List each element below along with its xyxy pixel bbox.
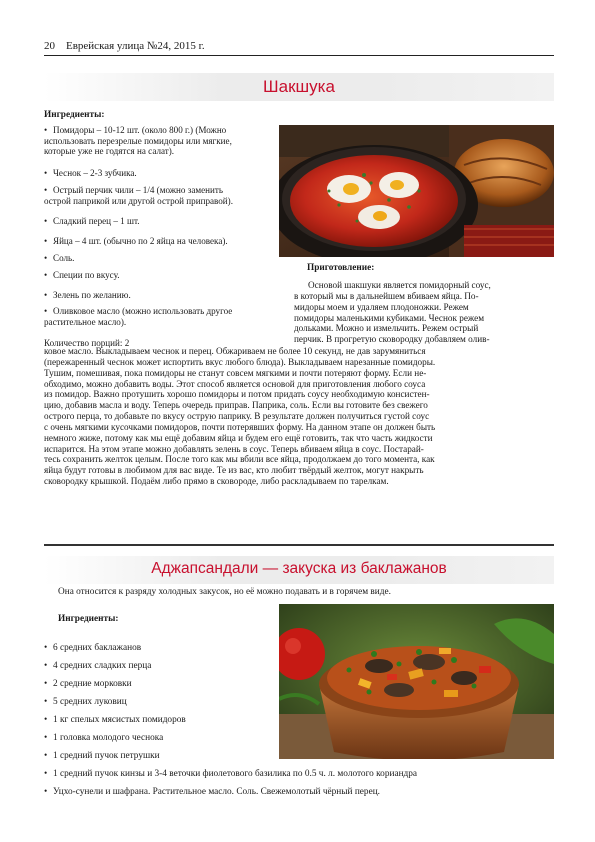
header-rule: [44, 55, 554, 56]
ingredient-text: 1 средний пучок кинзы и 3-4 веточки фиолетового базилика по 0.5 ч. л. молотого кориандра: [53, 769, 418, 779]
page-number: 20: [44, 40, 55, 52]
bullet: •: [44, 236, 48, 246]
servings-text: Количество порций: 2: [44, 338, 130, 348]
bullet: •: [44, 715, 48, 725]
text-line: острого перца, то добавьте по вкусу острую паприку. В результате должен получиться густой соус: [44, 411, 430, 422]
ingredient-text: 6 средних баклажанов: [53, 643, 142, 653]
text-line: яйца будут готовы в любимом для вас виде. Те из вас, кто любит твёрдый желток, могут накрыть: [44, 465, 424, 476]
ingredient-text: острой паприкой или другой острой приправой).: [44, 195, 233, 206]
text-line: испарится. На этом этапе можно добавлять зелень в соус. Теперь вбиваем яйца в соус. Постарай-: [44, 443, 424, 454]
bullet: •: [44, 125, 48, 135]
bullet: •: [44, 769, 48, 779]
text-line: тесь сохранить желток целым. После того как мы вбили все яйца, продолжаем до того момента, как: [44, 454, 435, 465]
preparation-label: Приготовление:: [307, 263, 375, 273]
text-line: обходимо, можно добавить воды. Этот способ является основой для приготовления любого соуса: [44, 378, 426, 389]
bullet: •: [44, 306, 48, 316]
text-line: дольками. Можно и измельчить. Режем острый: [294, 323, 479, 334]
bullet: •: [44, 751, 48, 761]
ingredient-text: Помидоры – 10-12 шт. (около 800 г.) (Можно: [53, 125, 227, 135]
recipe-intro: Она относится к разряду холодных закусок, но её можно подавать и в горячем виде.: [58, 587, 391, 597]
bullet: •: [44, 643, 48, 653]
ingredient-text: 2 средние морковки: [53, 679, 132, 689]
ingredient-item: [44, 290, 276, 301]
ingredient-text: 1 средний пучок петрушки: [53, 751, 160, 761]
title-band-shakshuka: [44, 73, 554, 101]
ingredient-text: Яйца – 4 шт. (обычно по 2 яйца на человека).: [53, 236, 228, 246]
ingredient-text: 1 кг спелых мясистых помидоров: [53, 715, 186, 725]
text-line: Тушим, помешивая, пока помидоры не станут совсем мягкими и почти потеряют форму. Если не-: [44, 367, 427, 378]
adzhapsandali-photo: [279, 604, 554, 759]
bullet: •: [44, 216, 48, 226]
magazine-issue: Еврейская улица №24, 2015 г.: [66, 40, 205, 52]
title-band-adzhapsandali: [44, 556, 554, 584]
text-line: помидоры маленькими кубиками. Чеснок режем: [294, 312, 485, 323]
text-line: немного жиже, потому как мы ещё добавим яйца и будем его ещё готовить, так что часть жидкости: [44, 432, 433, 443]
bullet: •: [44, 270, 48, 280]
ingredient-item: [44, 216, 276, 227]
ingredient-item: [44, 306, 276, 327]
bullet: •: [44, 168, 48, 178]
recipe-title-shakshuka: Шакшука: [263, 77, 335, 96]
ingredient-text: 5 средних луковиц: [53, 697, 127, 707]
text-line: сковородку крышкой. Подаём либо прямо в сковороде, либо раскладываем по тарелкам.: [44, 476, 389, 487]
bullet: •: [44, 679, 48, 689]
text-line: с очень мягкими кусочками помидоров, почти потерявших форму. На данном этапе он должен быть: [44, 421, 436, 432]
ingredients-label-shakshuka: Ингредиенты:: [44, 110, 105, 120]
page-header: [44, 40, 554, 56]
section-divider: [44, 544, 554, 546]
ingredient-item: [44, 270, 276, 281]
ingredient-text: 1 головка молодого чеснока: [53, 733, 164, 743]
ingredient-text: Соль.: [53, 253, 75, 263]
ingredient-text: 4 средних сладких перца: [53, 661, 152, 671]
ingredient-text: Острый перчик чили – 1/4 (можно заменить: [53, 185, 224, 195]
bullet: •: [44, 733, 48, 743]
text-line: перчик. В прогретую сковородку добавляем олив-: [294, 334, 490, 345]
bullet: •: [44, 661, 48, 671]
text-line: цию, добавив масла и воду. Теперь очередь приправ. Паприка, соль. Если вы готовите без свежего: [44, 400, 428, 411]
ingredient-item: [44, 253, 276, 264]
ingredient-item: [44, 769, 554, 780]
preparation-text-wide: [44, 346, 554, 487]
bullet: •: [44, 185, 48, 195]
ingredient-text: использовать перезрелые помидоры или мягкие,: [44, 135, 232, 146]
preparation-text-narrow: [294, 280, 554, 345]
ingredient-text: растительное масло).: [44, 316, 127, 327]
ingredient-item: [44, 236, 276, 247]
ingredient-item: [44, 125, 276, 157]
ingredient-text: которые уже не годятся на салат).: [44, 146, 175, 156]
ingredient-item: [44, 787, 554, 798]
ingredient-text: Чеснок – 2-3 зубчика.: [53, 168, 137, 178]
ingredient-text: Оливковое масло (можно использовать другое: [53, 306, 233, 316]
ingredient-item: [44, 168, 276, 179]
bullet: •: [44, 787, 48, 797]
ingredient-text: Сладкий перец – 1 шт.: [53, 216, 140, 226]
text-line: мидоры моем и удаляем плодоножки. Режем: [294, 301, 469, 312]
recipe-title-adzhapsandali: Аджапсандали — закуска из баклажанов: [151, 560, 447, 577]
ingredient-text: Зелень по желанию.: [53, 290, 131, 300]
bullet: •: [44, 697, 48, 707]
ingredients-label-adzhapsandali: Ингредиенты:: [58, 614, 119, 624]
text-line: Основой шакшуки является помидорный соус,: [308, 280, 491, 290]
text-line: ковое масло. Выкладываем чеснок и перец. Обжариваем не более 10 секунд, не дав зарумяниться: [44, 346, 426, 356]
ingredient-text: Уцхо-сунели и шафрана. Растительное масло. Соль. Свежемолотый чёрный перец.: [53, 787, 381, 797]
ingredient-text: Специи по вкусу.: [53, 270, 120, 280]
text-line: (пережаренный чеснок может испортить вкус любого блюда). Выкладываем нарезанные помидоры.: [44, 356, 436, 367]
shakshuka-photo: [279, 125, 554, 257]
text-line: в который мы в дальнейшем вбиваем яйца. По-: [294, 290, 479, 301]
bullet: •: [44, 253, 48, 263]
bullet: •: [44, 290, 48, 300]
ingredient-item: [44, 185, 276, 206]
text-line: из помидор. Важно протушить хорошо помидоры и потом придать соусу необходимую консистен-: [44, 389, 430, 400]
